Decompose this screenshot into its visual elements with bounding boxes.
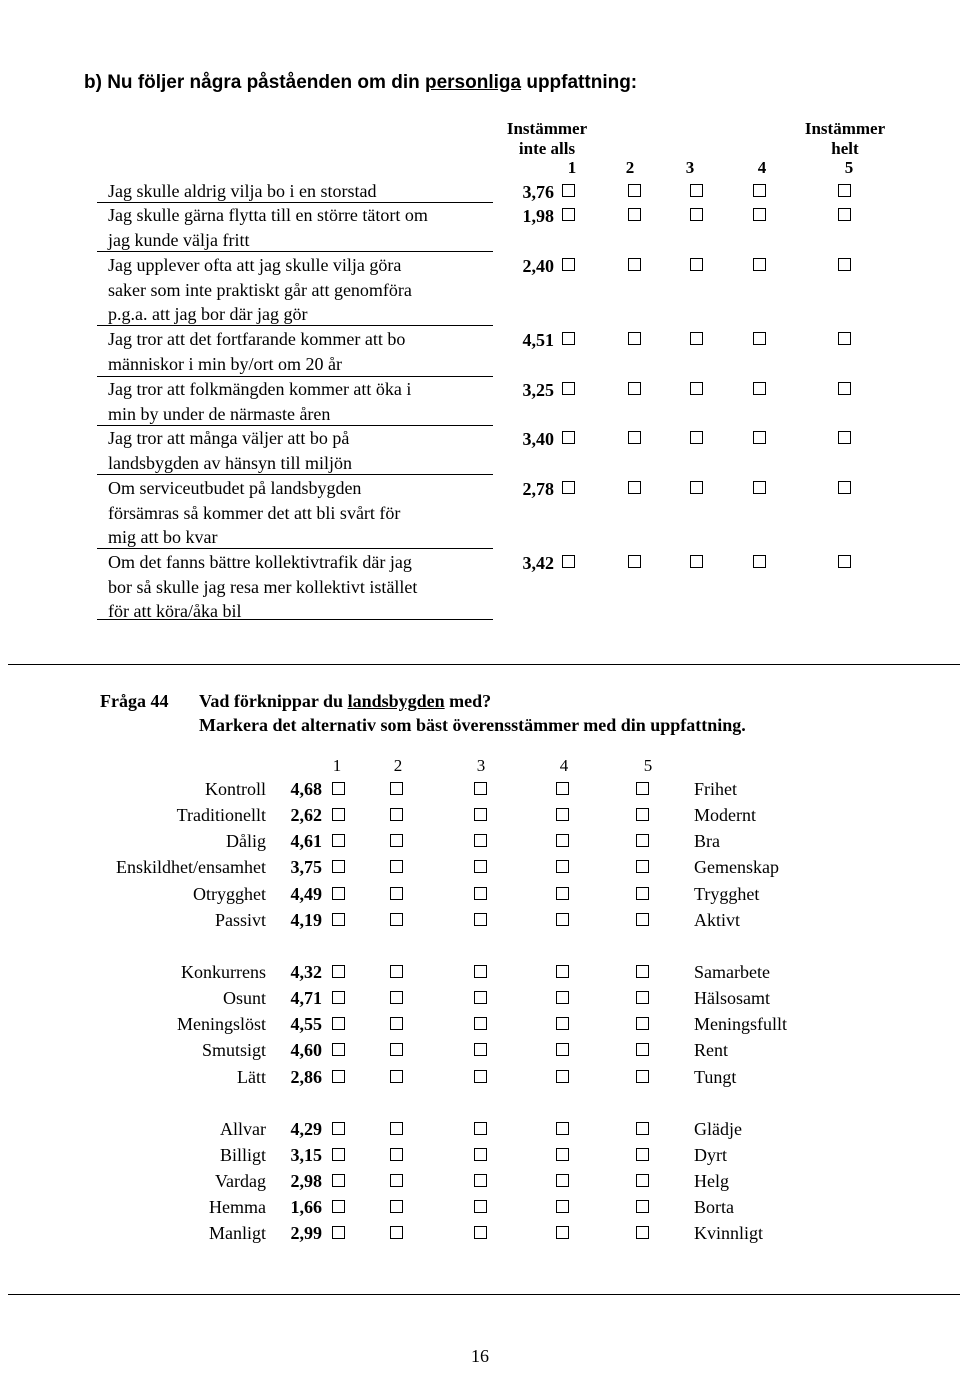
checkbox-option-1[interactable] <box>332 1200 345 1213</box>
checkbox-option-2[interactable] <box>390 1122 403 1135</box>
checkbox-option-1[interactable] <box>562 481 575 494</box>
checkbox-option-2[interactable] <box>390 887 403 900</box>
statement-line: Jag tror att många väljer att bo på <box>108 428 350 448</box>
checkbox-option-1[interactable] <box>562 332 575 345</box>
statement-divider <box>97 251 493 252</box>
checkbox-option-3[interactable] <box>474 887 487 900</box>
checkbox-option-4[interactable] <box>556 1070 569 1083</box>
statement-text <box>108 377 411 426</box>
mean-value: 4,51 <box>522 330 554 350</box>
checkbox-option-3[interactable] <box>474 1174 487 1187</box>
pair-mean-value: 2,99 <box>290 1223 322 1243</box>
checkbox-option-1[interactable] <box>332 782 345 795</box>
statement-divider <box>97 548 493 549</box>
checkbox-option-4[interactable] <box>556 1148 569 1161</box>
pair-right-label: Meningsfullt <box>694 1014 787 1034</box>
q44-text: Vad förknippar du <box>199 691 348 711</box>
checkbox-option-5[interactable] <box>636 1043 649 1056</box>
pair-left-label: Lätt <box>237 1067 266 1087</box>
pair-left-label: Osunt <box>222 988 266 1008</box>
pair-left-label: Dålig <box>226 831 266 851</box>
title-text-end: uppfattning: <box>521 72 638 93</box>
checkbox-option-4[interactable] <box>556 782 569 795</box>
checkbox-option-1[interactable] <box>332 1043 345 1056</box>
checkbox-option-5[interactable] <box>636 782 649 795</box>
checkbox-option-4[interactable] <box>556 887 569 900</box>
statement-line: Jag tror att det fortfarande kommer att bo <box>108 329 406 349</box>
checkbox-option-4[interactable] <box>753 481 766 494</box>
scale-number-4: 4 <box>757 158 767 177</box>
checkbox-option-4[interactable] <box>556 991 569 1004</box>
pair-mean-value: 4,32 <box>290 962 322 982</box>
checkbox-option-5[interactable] <box>636 991 649 1004</box>
checkbox-option-3[interactable] <box>690 431 703 444</box>
checkbox-option-5[interactable] <box>636 1070 649 1083</box>
statement-divider <box>97 619 493 620</box>
checkbox-option-1[interactable] <box>332 1226 345 1239</box>
pair-right-label: Gemenskap <box>694 857 779 877</box>
checkbox-option-2[interactable] <box>390 834 403 847</box>
checkbox-option-1[interactable] <box>332 1070 345 1083</box>
checkbox-option-1[interactable] <box>332 808 345 821</box>
statement-line: mig att bo kvar <box>108 527 218 548</box>
pair-right-label: Frihet <box>694 779 737 799</box>
checkbox-option-5[interactable] <box>838 481 851 494</box>
pair-mean-value: 2,98 <box>290 1171 322 1191</box>
statement-divider <box>97 474 493 475</box>
title-text: b) Nu följer några påståenden om din <box>84 72 425 93</box>
pair-mean-value: 2,62 <box>290 805 322 825</box>
checkbox-option-1[interactable] <box>332 991 345 1004</box>
statement-text <box>108 253 412 327</box>
mean-value: 2,78 <box>522 479 554 499</box>
checkbox-option-3[interactable] <box>474 1070 487 1083</box>
checkbox-option-3[interactable] <box>690 184 703 197</box>
checkbox-option-4[interactable] <box>753 258 766 271</box>
checkbox-option-4[interactable] <box>556 913 569 926</box>
checkbox-option-2[interactable] <box>390 1148 403 1161</box>
checkbox-option-3[interactable] <box>474 1017 487 1030</box>
pair-left-label: Billigt <box>219 1145 266 1165</box>
pair-left-label: Traditionellt <box>176 805 266 825</box>
statement-line: bor så skulle jag resa mer kollektivt istället <box>108 576 418 597</box>
checkbox-option-2[interactable] <box>628 208 641 221</box>
mean-value: 3,42 <box>522 553 554 573</box>
checkbox-option-1[interactable] <box>332 965 345 978</box>
checkbox-option-1[interactable] <box>562 431 575 444</box>
checkbox-option-5[interactable] <box>636 834 649 847</box>
checkbox-option-3[interactable] <box>690 481 703 494</box>
header-disagree <box>497 119 597 159</box>
pair-right-label: Bra <box>694 831 720 851</box>
scale-number-2: 2 <box>625 158 635 177</box>
checkbox-option-2[interactable] <box>390 1070 403 1083</box>
pair-mean-value: 1,66 <box>290 1197 322 1217</box>
pair-mean-value: 4,68 <box>290 779 322 799</box>
pair-left-label: Smutsigt <box>201 1040 266 1060</box>
q44-scale-number-5: 5 <box>643 756 653 775</box>
checkbox-option-4[interactable] <box>753 555 766 568</box>
title-underlined: personliga <box>424 72 522 93</box>
pair-right-label: Hälsosamt <box>694 988 770 1008</box>
pair-right-label: Dyrt <box>694 1145 727 1165</box>
checkbox-option-1[interactable] <box>332 860 345 873</box>
checkbox-option-2[interactable] <box>628 258 641 271</box>
checkbox-option-2[interactable] <box>390 965 403 978</box>
q44-underlined: landsbygden <box>347 691 445 711</box>
checkbox-option-2[interactable] <box>390 1017 403 1030</box>
header-disagree-line1: Instämmer <box>506 119 588 138</box>
checkbox-option-1[interactable] <box>332 1017 345 1030</box>
checkbox-option-4[interactable] <box>556 834 569 847</box>
checkbox-option-1[interactable] <box>332 834 345 847</box>
pair-right-label: Trygghet <box>694 884 760 904</box>
page-number: 16 <box>471 1346 489 1366</box>
statement-line: människor i min by/ort om 20 år <box>108 353 342 374</box>
checkbox-option-5[interactable] <box>838 555 851 568</box>
pair-mean-value: 4,49 <box>290 884 322 904</box>
q44-scale-number-4: 4 <box>559 756 569 775</box>
pair-left-label: Allvar <box>220 1119 266 1139</box>
checkbox-option-4[interactable] <box>556 1226 569 1239</box>
statement-line: Om serviceutbudet på landsbygden <box>108 478 362 498</box>
checkbox-option-5[interactable] <box>636 1122 649 1135</box>
checkbox-option-3[interactable] <box>474 860 487 873</box>
checkbox-option-4[interactable] <box>753 208 766 221</box>
checkbox-option-5[interactable] <box>636 1148 649 1161</box>
statement-text <box>108 179 376 204</box>
checkbox-option-5[interactable] <box>636 860 649 873</box>
pair-right-label: Helg <box>694 1171 729 1191</box>
checkbox-option-2[interactable] <box>628 382 641 395</box>
checkbox-option-3[interactable] <box>474 1200 487 1213</box>
statement-line: försämras så kommer det att bli svårt för <box>108 502 401 523</box>
checkbox-option-3[interactable] <box>690 555 703 568</box>
checkbox-option-3[interactable] <box>474 808 487 821</box>
header-agree <box>795 119 895 159</box>
mean-value: 3,25 <box>522 380 554 400</box>
statement-line: min by under de närmaste åren <box>108 403 331 424</box>
pair-left-label: Kontroll <box>205 779 266 799</box>
checkbox-option-2[interactable] <box>390 808 403 821</box>
checkbox-option-3[interactable] <box>474 965 487 978</box>
pair-left-label: Vardag <box>215 1171 266 1191</box>
section-b-title <box>84 72 637 94</box>
statement-text <box>108 327 405 376</box>
checkbox-option-5[interactable] <box>636 1174 649 1187</box>
statement-text <box>108 203 428 252</box>
pair-right-label: Kvinnligt <box>694 1223 764 1243</box>
checkbox-option-1[interactable] <box>332 913 345 926</box>
checkbox-option-5[interactable] <box>838 332 851 345</box>
statement-divider <box>97 325 493 326</box>
checkbox-option-3[interactable] <box>474 782 487 795</box>
pair-right-label: Samarbete <box>694 962 770 982</box>
pair-left-label: Otrygghet <box>193 884 266 904</box>
pair-mean-value: 4,61 <box>290 831 322 851</box>
pair-right-label: Tungt <box>694 1067 737 1087</box>
checkbox-option-5[interactable] <box>838 382 851 395</box>
pair-left-label: Passivt <box>214 910 266 930</box>
checkbox-option-5[interactable] <box>636 1017 649 1030</box>
header-agree-line2: helt <box>831 139 859 158</box>
question-44-line1 <box>199 691 491 712</box>
pair-right-label: Borta <box>694 1197 734 1217</box>
question-44-label: Fråga 44 <box>100 691 169 711</box>
checkbox-option-2[interactable] <box>628 431 641 444</box>
q44-scale-number-2: 2 <box>393 756 403 775</box>
mean-value: 3,76 <box>522 182 554 202</box>
checkbox-option-3[interactable] <box>690 382 703 395</box>
pair-mean-value: 2,86 <box>290 1067 322 1087</box>
checkbox-option-3[interactable] <box>474 1226 487 1239</box>
checkbox-option-1[interactable] <box>332 1122 345 1135</box>
checkbox-option-1[interactable] <box>332 1148 345 1161</box>
checkbox-option-5[interactable] <box>636 808 649 821</box>
pair-mean-value: 4,71 <box>290 988 322 1008</box>
checkbox-option-4[interactable] <box>753 382 766 395</box>
checkbox-option-1[interactable] <box>562 555 575 568</box>
q44-text-end: med? <box>444 691 492 711</box>
checkbox-option-5[interactable] <box>838 431 851 444</box>
statement-line: Jag tror att folkmängden kommer att öka i <box>108 379 412 399</box>
mean-value: 1,98 <box>522 206 554 226</box>
pair-mean-value: 4,55 <box>290 1014 322 1034</box>
pair-right-label: Rent <box>694 1040 728 1060</box>
q44-scale-number-3: 3 <box>476 756 486 775</box>
checkbox-option-4[interactable] <box>556 1200 569 1213</box>
checkbox-option-2[interactable] <box>628 555 641 568</box>
checkbox-option-3[interactable] <box>690 332 703 345</box>
checkbox-option-4[interactable] <box>556 1122 569 1135</box>
statement-line: Om det fanns bättre kollektivtrafik där jag <box>108 552 412 572</box>
checkbox-option-2[interactable] <box>390 1226 403 1239</box>
statement-text <box>108 476 400 550</box>
scale-number-3: 3 <box>685 158 695 177</box>
checkbox-option-3[interactable] <box>474 991 487 1004</box>
checkbox-option-1[interactable] <box>562 208 575 221</box>
checkbox-option-2[interactable] <box>390 782 403 795</box>
checkbox-option-2[interactable] <box>390 860 403 873</box>
checkbox-option-3[interactable] <box>690 258 703 271</box>
pair-right-label: Modernt <box>694 805 756 825</box>
checkbox-option-4[interactable] <box>556 965 569 978</box>
checkbox-option-4[interactable] <box>556 1174 569 1187</box>
checkbox-option-5[interactable] <box>838 258 851 271</box>
checkbox-option-5[interactable] <box>636 887 649 900</box>
checkbox-option-2[interactable] <box>390 1043 403 1056</box>
pair-left-label: Konkurrens <box>181 962 266 982</box>
header-agree-line1: Instämmer <box>804 119 886 138</box>
separator-bottom <box>8 1294 960 1295</box>
pair-mean-value: 4,60 <box>290 1040 322 1060</box>
checkbox-option-3[interactable] <box>474 913 487 926</box>
pair-left-label: Hemma <box>209 1197 266 1217</box>
checkbox-option-2[interactable] <box>628 481 641 494</box>
pair-right-label: Aktivt <box>694 910 741 930</box>
scale-number-5: 5 <box>844 158 854 177</box>
checkbox-option-3[interactable] <box>474 1122 487 1135</box>
checkbox-option-3[interactable] <box>474 1043 487 1056</box>
checkbox-option-4[interactable] <box>556 808 569 821</box>
checkbox-option-5[interactable] <box>636 1226 649 1239</box>
checkbox-option-4[interactable] <box>753 332 766 345</box>
pair-right-label: Glädje <box>694 1119 742 1139</box>
pair-mean-value: 4,29 <box>290 1119 322 1139</box>
checkbox-option-4[interactable] <box>556 860 569 873</box>
mean-value: 2,40 <box>522 256 554 276</box>
statement-text <box>108 550 417 624</box>
checkbox-option-2[interactable] <box>390 1200 403 1213</box>
pair-left-label: Manligt <box>209 1223 266 1243</box>
checkbox-option-5[interactable] <box>636 965 649 978</box>
statement-line: Jag skulle aldrig vilja bo i en storstad <box>108 181 377 201</box>
statement-line: Jag upplever ofta att jag skulle vilja göra <box>108 255 402 275</box>
separator-top <box>8 664 960 665</box>
checkbox-option-3[interactable] <box>474 834 487 847</box>
checkbox-option-1[interactable] <box>562 184 575 197</box>
checkbox-option-5[interactable] <box>838 184 851 197</box>
checkbox-option-4[interactable] <box>753 184 766 197</box>
checkbox-option-2[interactable] <box>390 991 403 1004</box>
checkbox-option-4[interactable] <box>556 1043 569 1056</box>
statement-line: p.g.a. att jag bor där jag gör <box>108 304 308 325</box>
checkbox-option-5[interactable] <box>838 208 851 221</box>
checkbox-option-1[interactable] <box>332 1174 345 1187</box>
checkbox-option-1[interactable] <box>562 382 575 395</box>
checkbox-option-1[interactable] <box>332 887 345 900</box>
checkbox-option-2[interactable] <box>390 1174 403 1187</box>
q44-scale-number-1: 1 <box>332 756 342 775</box>
checkbox-option-2[interactable] <box>628 332 641 345</box>
checkbox-option-4[interactable] <box>753 431 766 444</box>
checkbox-option-5[interactable] <box>636 1200 649 1213</box>
checkbox-option-4[interactable] <box>556 1017 569 1030</box>
checkbox-option-1[interactable] <box>562 258 575 271</box>
checkbox-option-5[interactable] <box>636 913 649 926</box>
mean-value: 3,40 <box>522 429 554 449</box>
scale-number-1: 1 <box>567 158 577 177</box>
statement-text <box>108 426 352 475</box>
statement-line: för att köra/åka bil <box>108 601 242 622</box>
header-disagree-line2: inte alls <box>518 139 576 158</box>
question-44-line2: Markera det alternativ som bäst överensstämmer med din uppfattning. <box>199 715 746 735</box>
statement-line: saker som inte praktiskt går att genomföra <box>108 279 412 300</box>
checkbox-option-3[interactable] <box>474 1148 487 1161</box>
pair-mean-value: 3,15 <box>290 1145 322 1165</box>
checkbox-option-2[interactable] <box>628 184 641 197</box>
checkbox-option-3[interactable] <box>690 208 703 221</box>
statement-line: landsbygden av hänsyn till miljön <box>108 452 352 473</box>
pair-left-label: Enskildhet/ensamhet <box>116 857 266 877</box>
statement-line: Jag skulle gärna flytta till en större tätort om <box>108 205 428 225</box>
checkbox-option-2[interactable] <box>390 913 403 926</box>
pair-left-label: Meningslöst <box>176 1014 266 1034</box>
pair-mean-value: 4,19 <box>290 910 322 930</box>
pair-mean-value: 3,75 <box>290 857 322 877</box>
statement-line: jag kunde välja fritt <box>108 229 250 250</box>
